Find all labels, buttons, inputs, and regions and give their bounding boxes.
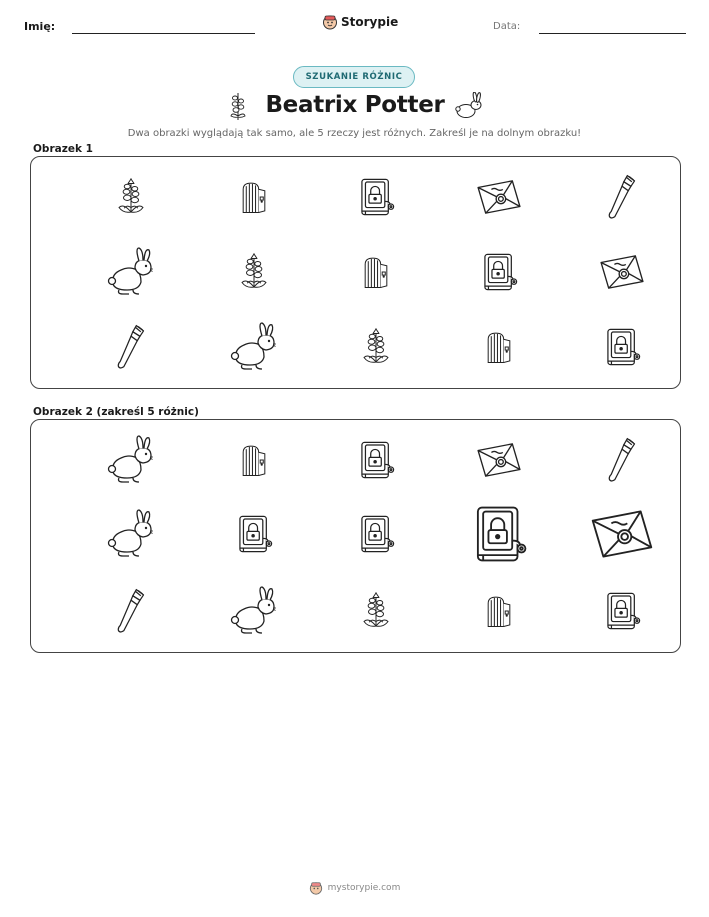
activity-tag: SZUKANIE RÓŻNIC (293, 66, 415, 88)
paintbrush-icon (71, 313, 191, 381)
rabbit-icon (454, 92, 484, 120)
rabbit-icon[interactable] (194, 577, 314, 645)
storypie-mascot-icon (322, 14, 338, 30)
envelope-icon[interactable] (439, 426, 559, 494)
foxglove-icon (71, 163, 191, 231)
locked-book-icon (316, 163, 436, 231)
locked-book-icon[interactable] (316, 426, 436, 494)
locked-book-icon (562, 313, 682, 381)
door-icon (316, 238, 436, 306)
foxglove-icon[interactable] (316, 577, 436, 645)
foxglove-icon (194, 238, 314, 306)
date-field[interactable] (539, 33, 686, 34)
paintbrush-icon[interactable] (71, 577, 191, 645)
name-label: Imię: (24, 20, 56, 33)
footer (0, 881, 709, 895)
locked-book-icon[interactable] (194, 500, 314, 568)
rabbit-icon (194, 313, 314, 381)
picture2-panel[interactable] (30, 419, 681, 653)
name-field[interactable] (72, 33, 255, 34)
door-icon[interactable] (439, 577, 559, 645)
footer-site: mystorypie.com (327, 883, 401, 893)
door-icon[interactable] (194, 426, 314, 494)
envelope-icon[interactable] (562, 500, 682, 568)
locked-book-icon[interactable] (562, 577, 682, 645)
rabbit-icon[interactable] (71, 426, 191, 494)
paintbrush-icon (562, 163, 682, 231)
picture1-label: Obrazek 1 (33, 143, 93, 155)
date-label: Data: (493, 21, 521, 32)
envelope-icon (439, 163, 559, 231)
instructions: Dwa obrazki wyglądają tak samo, ale 5 rzeczy jest różnych. Zakreśl je na dolnym obrazku! (127, 128, 582, 139)
foxglove-icon (316, 313, 436, 381)
picture1-panel (30, 156, 681, 389)
picture2-label: Obrazek 2 (zakreśl 5 różnic) (33, 406, 199, 418)
paintbrush-icon[interactable] (562, 426, 682, 494)
locked-book-icon (439, 238, 559, 306)
brand-name: Storypie (341, 15, 399, 29)
storypie-mascot-icon (309, 881, 323, 895)
page-title: Beatrix Potter (265, 92, 445, 118)
rabbit-icon (71, 238, 191, 306)
rabbit-icon[interactable] (71, 500, 191, 568)
brand-logo (322, 14, 398, 30)
door-icon (439, 313, 559, 381)
locked-book-icon[interactable] (439, 500, 559, 568)
door-icon (194, 163, 314, 231)
locked-book-icon[interactable] (316, 500, 436, 568)
envelope-icon (562, 238, 682, 306)
